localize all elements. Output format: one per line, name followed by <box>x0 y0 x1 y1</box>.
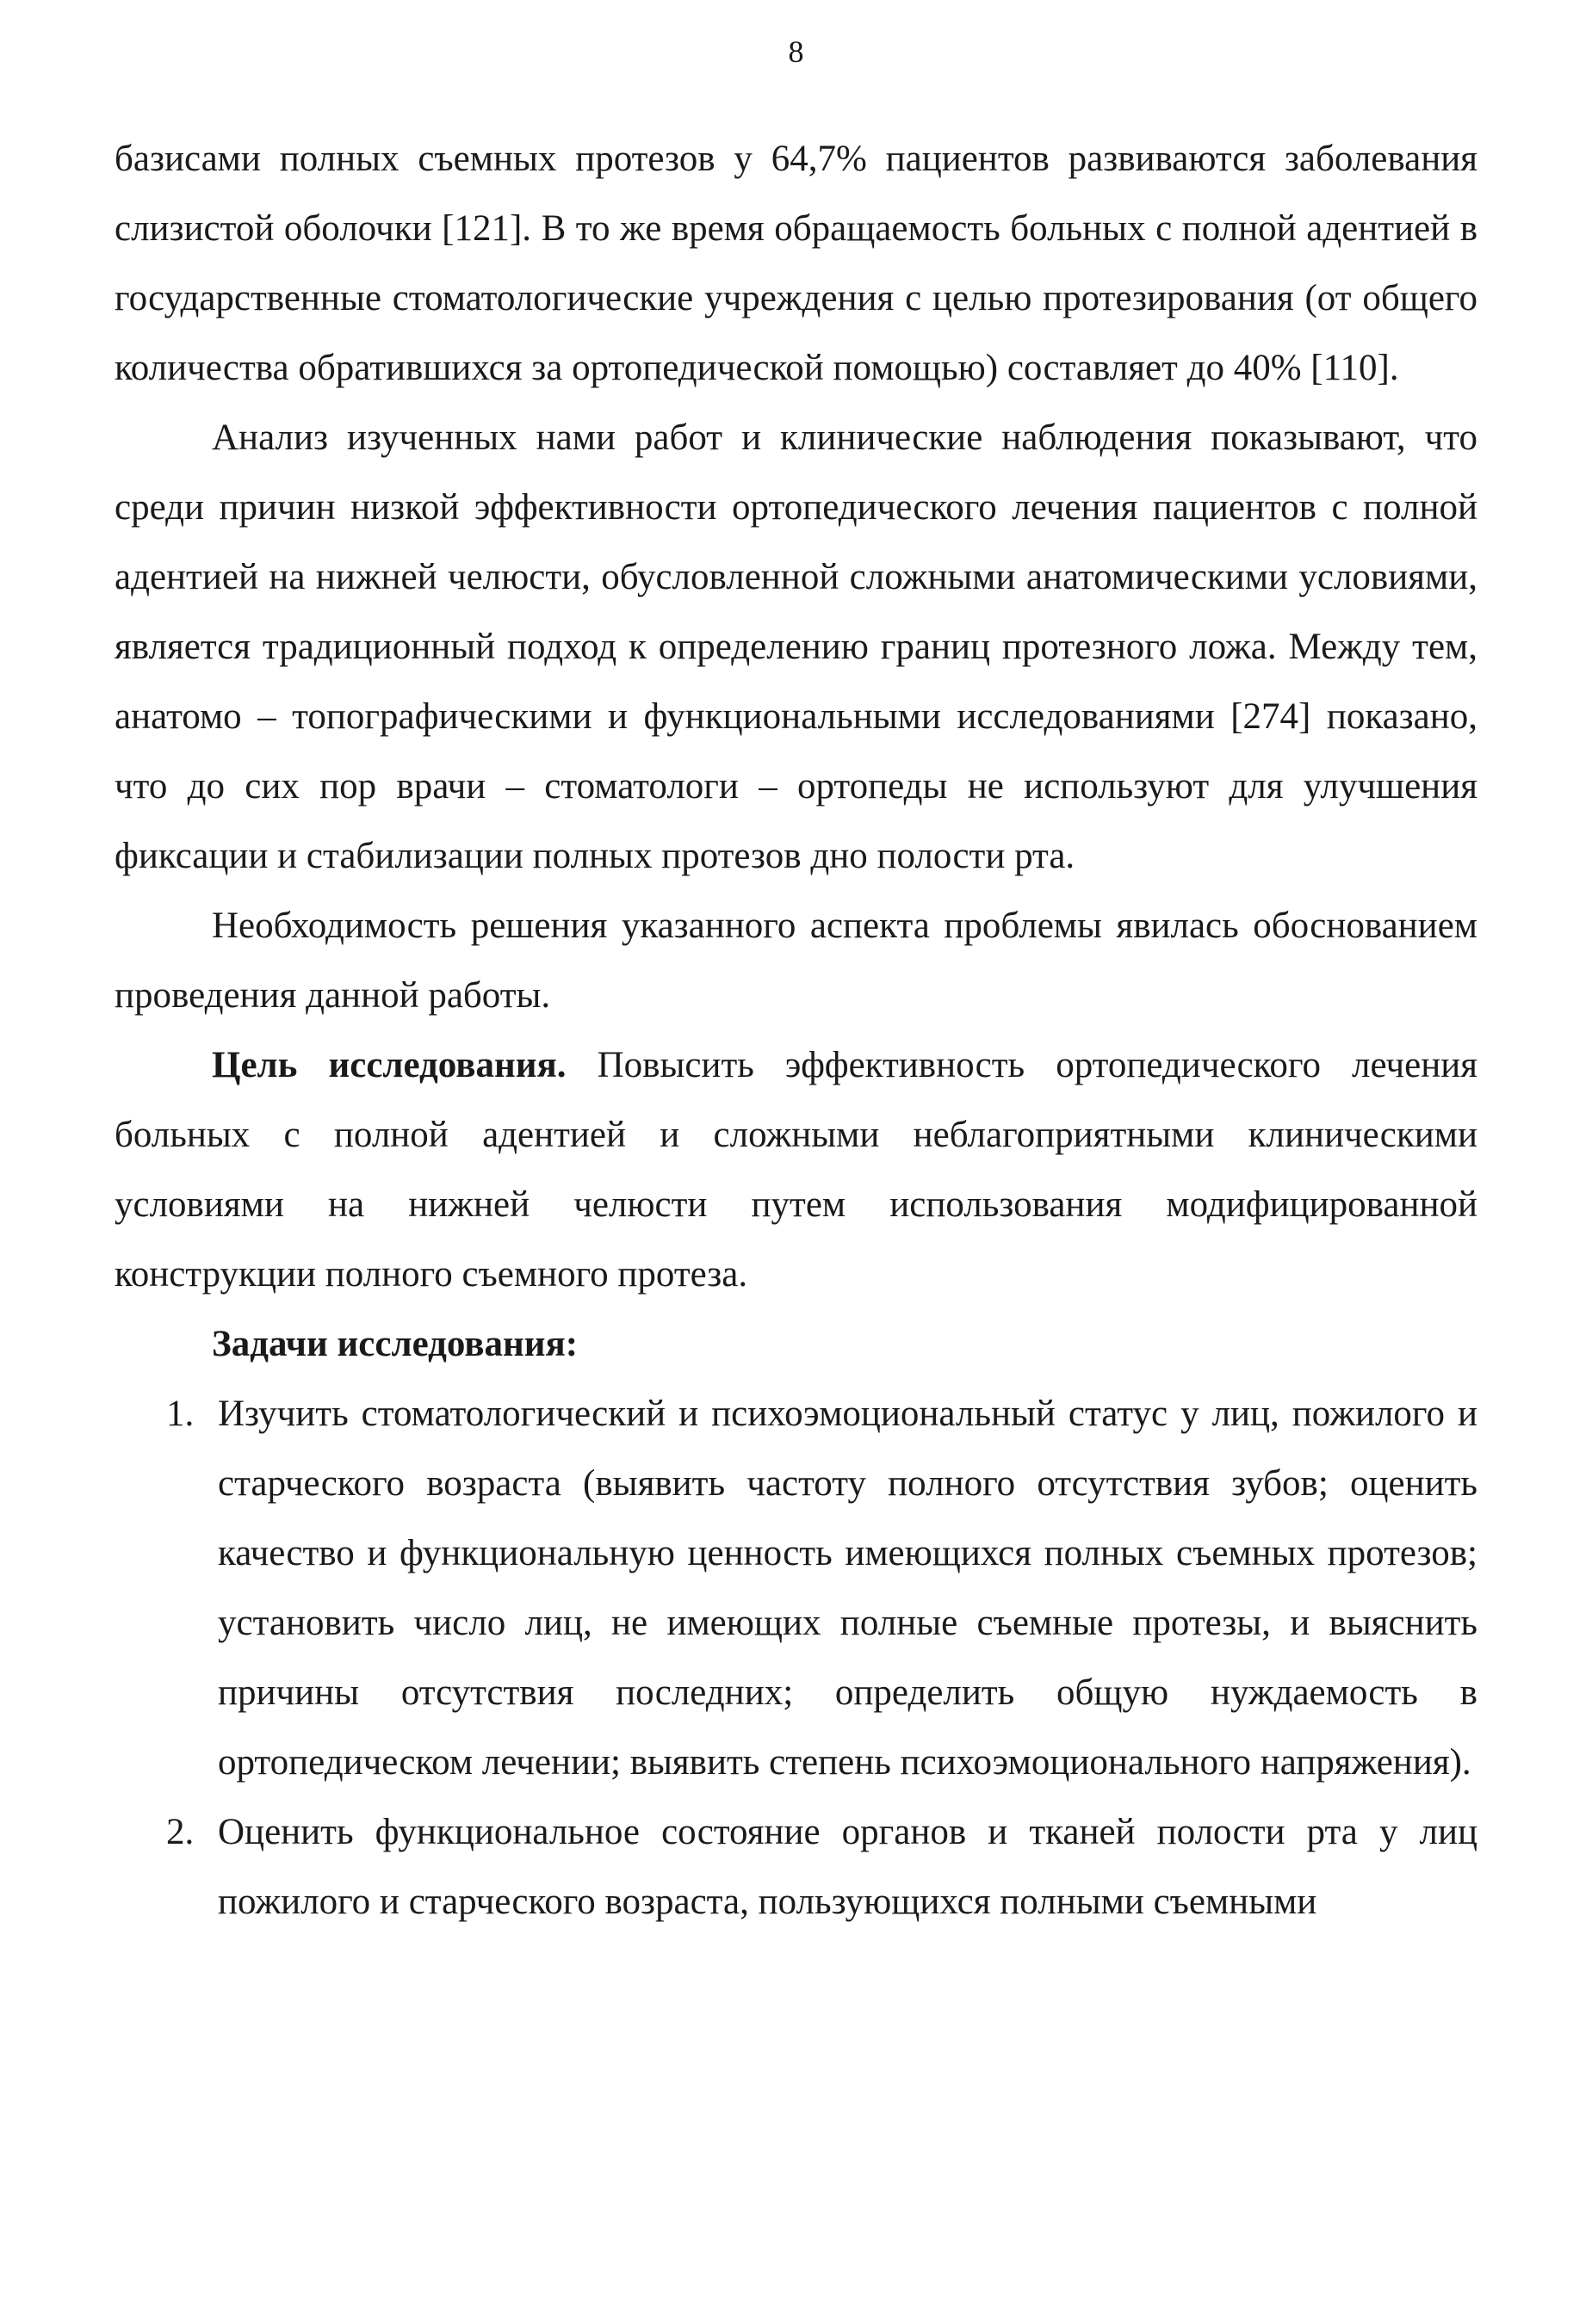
tasks-list <box>115 1379 1477 1937</box>
tasks-heading: Задачи исследования: <box>212 1324 579 1364</box>
paragraph-necessity: Необходимость решения указанного аспекта проблемы явилась обоснованием проведения данной работы. <box>115 905 1477 1016</box>
body-text <box>115 124 1477 1937</box>
paragraph-goal <box>115 1030 1477 1309</box>
task-item-2 <box>115 1797 1477 1937</box>
goal-text: Повысить эффективность ортопедического лечения больных с полной адентией и сложными неблагоприятными клиническими условиями на нижней челюсти путем использования модифицированной конструкции полного съемного протеза. <box>115 1045 1478 1295</box>
task-number: 2. <box>166 1812 195 1852</box>
paragraph-analysis: Анализ изученных нами работ и клинические наблюдения показывают, что среди причин низкой эффективности ортопедического лечения пациентов с полной адентией на нижней челюсти, обусловленной сложными анатомическими условиями, является традиционный подход к определению границ протезного ложа. Между тем, анатомо – топографическими и функциональными исследованиями [274] показано, что до сих пор врачи – стоматологи – ортопеды не используют для улучшения фиксации и стабилизации полных протезов дно полости рта. <box>115 417 1477 876</box>
task-text: Изучить стоматологический и психоэмоциональный статус у лиц, пожилого и старческого возраста (выявить частоту полного отсутствия зубов; оценить качество и функциональную ценность имеющихся полных съемных протезов; установить число лиц, не имеющих полные съемные протезы, и выяснить причины отсутствия последних; определить общую нуждаемость в ортопедическом лечении; выявить степень психоэмоционального напряжения). <box>218 1394 1477 1783</box>
task-number: 1. <box>166 1394 195 1434</box>
page-number: 8 <box>788 34 804 69</box>
task-item-1 <box>115 1379 1477 1797</box>
task-text: Оценить функциональное состояние органов и тканей полости рта у лиц пожилого и старческого возраста, пользующихся полными съемными <box>218 1812 1477 1922</box>
paragraph-continuation: базисами полных съемных протезов у 64,7% пациентов развиваются заболевания слизистой оболочки [121]. В то же время обращаемость больных с полной адентией в государственные стоматологические учреждения с целью протезирования (от общего количества обратившихся за ортопедической помощью) составляет до 40% [110]. <box>115 139 1477 388</box>
goal-label: Цель исследования. <box>212 1045 567 1085</box>
